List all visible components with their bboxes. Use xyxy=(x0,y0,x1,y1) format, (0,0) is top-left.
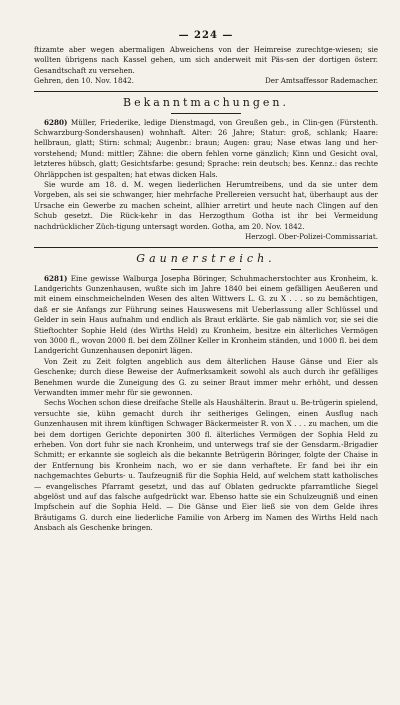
section-title-gaunerstreich: Gaunerstreich. xyxy=(136,251,276,265)
section-divider xyxy=(34,247,378,248)
notice-6281-paragraph-2: Von Zeit zu Zeit folgten angeblich aus dem älterlichen Hause Gänse und Eier als Geschenke; durch diese Beweise der Aufmerksamkeit sowohl als auch durch ihr gefälliges Benehmen wurde die Zuneigung des G. zu seiner Braut immer mehr erhöht, und dessen Verwandten immer mehr für sie gewonnen. xyxy=(34,356,378,397)
title-underline xyxy=(171,113,241,114)
page-number: — 224 — xyxy=(178,30,234,41)
intro-signature: Der Amtsaffessor Rademacher. xyxy=(264,76,378,86)
intro-place-date: Gehren, den 10. Nov. 1842. xyxy=(34,76,134,86)
notice-6280-signature: Herzogl. Ober-Polizei-Commissariat. xyxy=(245,232,378,242)
notice-text: Eine gewisse Walburga Josepha Böringer, Schuhmacherstochter aus Kronheim, k. Landgerichts Gunzenhausen, wußte sich im Jahre 1840 bei einem gefälligen Aeußeren und mit einem einschmeichelnden Wesen des alten Wittwers L. G. zu X . . . so zu bemächtigen, daß er sie Anfangs zur Führung seines Hauswesens mit Ueberlassung aller Schlüssel und Gelder in sein Haus aufnahm und endlich als Braut erklärte. Sie gab nämlich vor, sie sei die Stieftochter Sophie Held (des Wirths Held) zu Kronheim, besitze ein älterliches Vermögen von 3000 fl., wovon 2000 fl. bei dem Zöllner Keller in Kronheim ständen, und 1000 fl. bei dem Landgericht Gunzenhausen deponirt lägen. xyxy=(34,273,378,356)
title-underline xyxy=(171,269,241,270)
intro-signature-line xyxy=(34,76,378,86)
notice-number: 6281) xyxy=(44,273,68,283)
notice-6280-paragraph-1 xyxy=(34,118,378,180)
section-divider xyxy=(34,91,378,92)
notice-text: Müller, Friederike, ledige Dienstmagd, von Greußen geb., in Clin-gen (Fürstenth. Schwarzburg-Sondershausen) wohnhaft. Alter: 26 Jahre; Statur: groß, schlank; Haare: hellbraun, glatt; Stirn: schmal; Augenbr.: braun; Augen: grau; Nase etwas lang und her-vorstehend; Mund: mittler; Zähne: die obern fehlen vorne gänzlich; Kinn und Gesicht oval, letzteres hübsch, glatt; Gesichtsfarbe: gesund; Sprache: rein deutsch; bes. Kennz.: das rechte Ohrläppchen ist gespalten; hat etwas dicken Hals. xyxy=(34,117,378,179)
notice-number: 6280) xyxy=(44,117,68,127)
intro-paragraph: ftizamte aber wegen abermaligen Abweichens von der Heimreise zurechtge-wiesen; sie wollten übrigens nach Kassel gehen, um sich anderweit mit Päs-sen der dortigen österr. Gesandtschaft zu versehen. xyxy=(34,45,378,75)
notice-6280-paragraph-2: Sie wurde am 18. d. M. wegen liederlichen Herumtreibens, und da sie unter dem Vorgeben, als sei sie schwanger, hier mehrfache Prellereien versucht hat, überhaupt aus der Ursache ein Gewerbe zu machen scheint, allhier arretirt und heute nach Clingen auf den Schub gesetzt. Die Rück-kehr in das Herzogthum Gotha ist ihr bei Vermeidung nachdrücklicher Züch-tigung untersagt worden. Gotha, am 20. Nov. 1842. xyxy=(34,180,378,231)
notice-6281-paragraph-1 xyxy=(34,274,378,357)
section-title-bekanntmachungen: Bekanntmachungen. xyxy=(123,95,289,109)
notice-6281-paragraph-3: Sechs Wochen schon diese dreifache Stelle als Haushälterin. Braut u. Be-trügerin spielend, versuchte sie, kühn gemacht durch ihr seitheriges Gelingen, einen Ausflug nach Gunzenhausen mit ihrem künftigen Schwager Bäckermeister R. von X . . . zu machen, um die bei dem dortigen Gerichte deponirten 300 fl. älterliches Vermögen der Sophia Held zu erheben. Von dort fuhr sie nach Kronheim, und unterwegs traf sie der Gensdarm.-Brigadier Schmitt; er erkannte sie sogleich als die bekannte Betrügerin Böringer, folgte der Chaise in der Entfernung bis Kronheim nach, wo er sie dann verhaftete. Er fand bei ihr ein nachgemachtes Geburts- u. Taufzeugniß für die Sophia Held, auf welchem statt katholisches — evangelisches Pfarramt gesetzt, und das auf Oblaten gedruckte pfarramtliche Siegel abgelöst und auf das falsche aufgedrückt war. Ebenso hatte sie ein Schulzeugniß und einen Impfschein auf die Sophia Held. — Die Gänse und Eier ließ sie von dem Gelde ihres Bräutigams G. durch eine liederliche Familie von Arberg im Namen des Wirths Held nach Ansbach als Geschenke bringen. xyxy=(34,398,378,533)
